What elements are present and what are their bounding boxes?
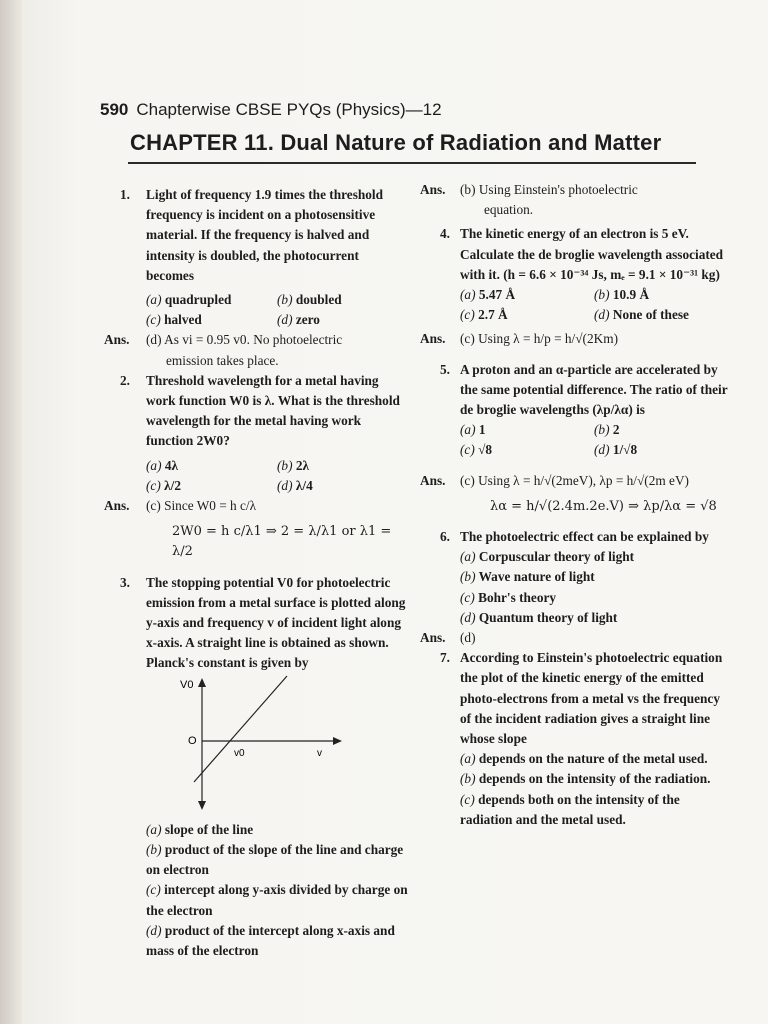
q3-answer-cont: equation. [484, 202, 534, 218]
page-binding-shadow [0, 0, 22, 1024]
title-rule [128, 162, 696, 164]
book-title: Chapterwise CBSE PYQs (Physics)—12 [136, 100, 442, 119]
q6-option-a: (a) Corpuscular theory of light [460, 549, 635, 565]
question-7: 7. According to Einstein's photoelectric equation the plot of the kinetic energy of the emitted photo-electrons from a metal vs the frequency of the incident radiation gives a straight line whose slope [440, 650, 723, 747]
question-text: A proton and an α-particle are accelerated by the same potential difference. The ratio of their de broglie wavelengths (λp/λα) is [460, 361, 728, 418]
q4-answer: Ans. (c) Using λ = h/p = h/√(2Km) [420, 331, 618, 347]
question-5: 5. A proton and an α-particle are accelerated by the same potential difference. The ratio of their de broglie wavelengths (λp/λα) is [440, 361, 728, 418]
stopping-potential-graph [142, 674, 342, 814]
q4-option-a: (a) 5.47 Å [460, 287, 516, 303]
chapter-title: CHAPTER 11. Dual Nature of Radiation and Matter [130, 130, 662, 155]
q5-option-c: (c) √8 [460, 442, 493, 458]
question-text: The kinetic energy of an electron is 5 eV. Calculate the de broglie wavelength associated with it. (h = 6.6 × 10⁻³⁴ Js, mₑ = 9.1 × 10⁻³¹ kg) [460, 226, 724, 282]
q5-option-d: (d) 1/√8 [594, 442, 638, 458]
question-number: 1. [120, 187, 130, 202]
graph-x-label: v [317, 747, 322, 759]
question-text: The photoelectric effect can be explained by [460, 529, 709, 545]
question-text: According to Einstein's photoelectric equation the plot of the kinetic energy of the emitted photo-electrons from a metal vs the frequency of the incident radiation gives a straight line whose slope [460, 650, 723, 747]
q5-answer-equation: λα = h/√(2.4m.2e.V) ⇒ λp/λα = √8 [490, 498, 717, 514]
q1-answer: Ans. (d) As vi = 0.95 v0. No photoelectric [104, 332, 343, 348]
q5-option-b: (b) 2 [594, 422, 620, 438]
q4-options [420, 285, 728, 325]
question-text: Light of frequency 1.9 times the threshold frequency is incident on a photosensitive material. If the frequency is halved and intensity is doubled, the photocurrent becomes [146, 187, 383, 283]
q3-option-b: (b) product of the slope of the line and charge on electron [146, 842, 404, 878]
x-axis-arrow [333, 737, 342, 745]
question-4: 4. The kinetic energy of an electron is 5 eV. Calculate the de broglie wavelength associated with it. (h = 6.6 × 10⁻³⁴ Js, mₑ = 9.1 × 10⁻³¹ kg) [440, 226, 724, 282]
question-text: Threshold wavelength for a metal having work function W0 is λ. What is the threshold wavelength for the metal having work function 2W0? [146, 372, 400, 449]
graph-line [194, 676, 287, 782]
q6-answer: Ans. (d) [420, 630, 476, 646]
page-number: 590 [100, 100, 129, 119]
q3-option-d: (d) product of the intercept along x-axis and mass of the electron [146, 922, 395, 959]
q7-option-c: (c) depends both on the intensity of the radiation and the metal used. [460, 791, 680, 827]
q5-option-a: (a) 1 [460, 422, 486, 438]
question-text: The stopping potential V0 for photoelectric emission from a metal surface is plotted along y-axis and frequency v of incident light along x-axis. A straight line is obtained as shown. Planck's constant is given by [146, 574, 406, 671]
q3-answer: Ans. (b) Using Einstein's photoelectric [420, 182, 638, 197]
q4-option-b: (b) 10.9 Å [594, 287, 650, 303]
right-column [420, 180, 728, 830]
q1-options [102, 290, 408, 330]
q5-answer: Ans. (c) Using λ = h/√(2meV), λp = h/√(2m eV) [420, 472, 689, 488]
q4-option-c: (c) 2.7 Å [460, 307, 508, 323]
q2-option-a: (a) 4λ [146, 457, 179, 473]
q1-answer-cont: emission takes place. [166, 352, 279, 368]
q1-option-b: (b) doubled [277, 292, 342, 308]
q7-option-b: (b) depends on the intensity of the radiation. [460, 771, 711, 787]
question-1 [102, 185, 408, 286]
q4-option-d: (d) None of these [594, 307, 689, 323]
q6-option-b: (b) Wave nature of light [460, 569, 595, 585]
question-3: 3. The stopping potential V0 for photoelectric emission from a metal surface is plotted along y-axis and frequency v of incident light along x-axis. A straight line is obtained as shown. Planck's constant is given by [120, 574, 406, 671]
q2-answer-equation: 2W0 = h c/λ1 ⇒ 2 = λ/λ1 or λ1 = λ/2 [172, 524, 392, 560]
q2-option-d: (d) λ/4 [277, 477, 313, 493]
q2-option-c: (c) λ/2 [146, 477, 181, 493]
q1-option-c: (c) halved [146, 312, 202, 328]
graph-origin-label: O [188, 734, 197, 747]
q5-options [420, 420, 728, 460]
y-axis-arrow [198, 678, 206, 687]
q2-option-b: (b) 2λ [277, 457, 310, 473]
y-axis-arrow-down [198, 801, 206, 810]
graph-y-label: V0 [180, 678, 194, 691]
q6-option-d: (d) Quantum theory of light [460, 609, 618, 625]
q3-option-c: (c) intercept along y-axis divided by charge on the electron [146, 882, 408, 918]
question-6: 6. The photoelectric effect can be explained by [440, 529, 709, 545]
running-header [100, 100, 442, 120]
q6-option-c: (c) Bohr's theory [460, 589, 557, 605]
left-column [102, 185, 408, 961]
q1-option-d: (d) zero [277, 312, 320, 328]
question-2: 2. Threshold wavelength for a metal having work function W0 is λ. What is the threshold wavelength for the metal having work function 2W0? [120, 372, 400, 449]
q7-option-a: (a) depends on the nature of the metal used. [460, 751, 708, 767]
q1-option-a: (a) quadrupled [146, 292, 232, 308]
q2-answer: Ans. (c) Since W0 = h c/λ [104, 498, 257, 514]
q2-options [102, 456, 408, 496]
q3-option-a: (a) slope of the line [146, 821, 254, 837]
graph-threshold-label: v0 [234, 747, 245, 759]
